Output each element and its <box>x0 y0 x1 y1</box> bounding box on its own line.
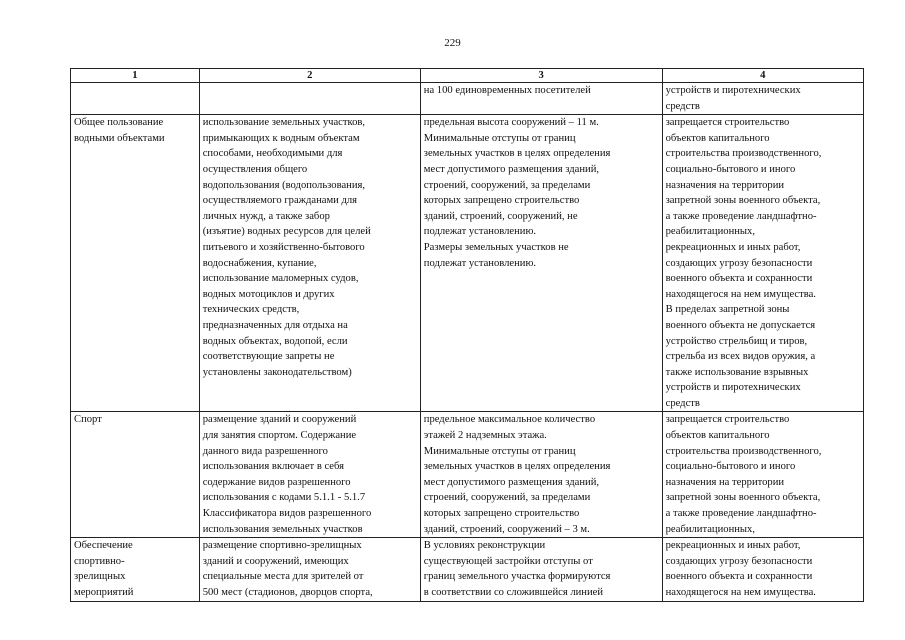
cell-text-line: питьевого и хозяйственно-бытового <box>202 241 365 253</box>
cell-text-line: строительства производственного, <box>665 445 822 457</box>
cell-text-line: а также проведение ландшафтно- <box>665 508 817 520</box>
cell-text-line: водопользования (водопользования, <box>202 179 366 191</box>
cell-text-line: границ земельного участка формируются <box>423 571 611 583</box>
cell-text-line: средств <box>665 100 700 112</box>
cell-text-line: личных нужд, а также забор <box>202 210 330 222</box>
cell-text-line: Общее пользование <box>74 117 164 129</box>
cell-text-line: стрельба из всех видов оружия, а <box>665 351 816 363</box>
cell-text-line: водными объектами <box>74 132 165 144</box>
cell-text-line: мероприятий <box>74 587 134 598</box>
cell-text-line: устройств и пиротехнических <box>665 85 801 96</box>
cell-text-line: строений, сооружений, за пределами <box>423 492 591 504</box>
cell-text-line: предельная высота сооружений – 11 м. <box>423 117 599 129</box>
cell-text-line: соответствующие запреты не <box>202 351 335 363</box>
table-row <box>71 115 864 412</box>
cell-text-line: рекреационных и иных работ, <box>665 540 801 552</box>
cell-text-line: этажей 2 надземных этажа. <box>423 430 547 442</box>
page-number: 229 <box>444 37 461 49</box>
table-cell-col-3 <box>420 538 662 601</box>
table-cell-col-4 <box>662 412 863 538</box>
cell-text-line: мест допустимого размещения зданий, <box>423 476 600 488</box>
header-cell-3: 3 <box>420 69 662 83</box>
cell-text-line: военного объекта не допускается <box>665 319 816 331</box>
cell-text-line: земельных участков в целях определения <box>423 148 611 160</box>
cell-text-line: водных мотоциклов и других <box>202 288 335 300</box>
cell-text-line: объектов капитального <box>665 430 770 442</box>
cell-text-line: водоснабжения, купание, <box>202 257 317 269</box>
cell-text-line: для занятия спортом. Содержание <box>202 430 357 442</box>
cell-text-line: способами, необходимыми для <box>202 148 343 160</box>
cell-text-line: размещение спортивно-зрелищных <box>202 540 362 552</box>
cell-text-line: подлежат установлению. <box>423 257 537 269</box>
cell-text-line: использование земельных участков, <box>202 117 366 129</box>
cell-text-line: мест допустимого размещения зданий, <box>423 163 600 175</box>
cell-text-line: использования включает в себя <box>202 461 345 473</box>
table-cell-col-3 <box>420 412 662 538</box>
cell-text-line: осуществляемого гражданами для <box>202 195 358 207</box>
cell-text-line: военного объекта и сохранности <box>665 571 813 583</box>
cell-text-line: предельное максимальное количество <box>423 414 596 426</box>
cell-text-line: реабилитационных, <box>665 226 755 238</box>
cell-text-line: подлежат установлению. <box>423 226 537 238</box>
cell-text-line: зданий и сооружений, имеющих <box>202 555 349 567</box>
cell-text-line: назначения на территории <box>665 179 785 191</box>
cell-text-line: содержание видов разрешенного <box>202 476 351 488</box>
cell-text-line: предназначенных для отдыха на <box>202 319 348 331</box>
cell-text-line: размещение зданий и сооружений <box>202 414 357 426</box>
cell-text-line: В условиях реконструкции <box>423 540 546 552</box>
cell-text-line: Минимальные отступы от границ <box>423 445 576 457</box>
cell-text-line: социально-бытового и иного <box>665 461 796 473</box>
cell-text-line: технических средств, <box>202 304 300 316</box>
cell-text-line: устройство стрельбищ и тиров, <box>665 335 808 347</box>
table-cell-col-1 <box>71 115 200 412</box>
cell-text-line: социально-бытового и иного <box>665 163 796 175</box>
table-cell-col-2 <box>199 115 420 412</box>
table-row <box>71 538 864 601</box>
cell-text-line: запрещается строительство <box>665 414 790 426</box>
cell-text-line: создающих угрозу безопасности <box>665 555 813 567</box>
cell-text-line: Размеры земельных участков не <box>423 241 569 253</box>
cell-text-line: строительства производственного, <box>665 148 822 160</box>
cell-text-line: которых запрещено строительство <box>423 508 580 520</box>
table-cell-col-2 <box>199 412 420 538</box>
cell-text-line: спортивно- <box>74 555 125 567</box>
cell-text-line: запретной зоны военного объекта, <box>665 492 821 504</box>
table-cell-col-4 <box>662 538 863 601</box>
table-cell-col-4 <box>662 115 863 412</box>
table-cell-col-3 <box>420 115 662 412</box>
cell-text-line: объектов капитального <box>665 132 770 144</box>
cell-text-line: средств <box>665 397 700 409</box>
cell-text-line: Спорт <box>74 414 102 426</box>
cell-text-line: создающих угрозу безопасности <box>665 257 813 269</box>
cell-text-line: земельных участков в целях определения <box>423 461 611 473</box>
cell-text-line: также использование взрывных <box>665 366 809 378</box>
table-cell-col-1 <box>71 538 200 601</box>
header-cell-2: 2 <box>199 69 420 83</box>
cell-text-line: строений, сооружений, за пределами <box>423 179 591 191</box>
cell-text-line: водных объектах, водопой, если <box>202 335 348 347</box>
table-cell-col-3 <box>420 83 662 115</box>
cell-text-line: которых запрещено строительство <box>423 195 580 207</box>
table-cell-col-1 <box>71 83 200 115</box>
cell-text-line: реабилитационных, <box>665 523 755 535</box>
cell-text-line: данного вида разрешенного <box>202 445 328 457</box>
cell-text-line: установлены законодательством) <box>202 366 352 378</box>
cell-text-line: а также проведение ландшафтно- <box>665 210 817 222</box>
cell-text-line: запрещается строительство <box>665 117 790 129</box>
table-row <box>71 412 864 538</box>
cell-text-line: рекреационных и иных работ, <box>665 241 801 253</box>
cell-text-line: зданий, строений, сооружений, не <box>423 210 578 222</box>
cell-text-line: запретной зоны военного объекта, <box>665 195 821 207</box>
cell-text-line: устройств и пиротехнических <box>665 382 801 394</box>
cell-text-line: зданий, строений, сооружений – 3 м. <box>423 523 590 535</box>
cell-text-line: 500 мест (стадионов, дворцов спорта, <box>202 587 373 598</box>
cell-text-line: зрелищных <box>74 571 126 583</box>
cell-text-line: примыкающих к водным объектам <box>202 132 360 144</box>
table-cell-col-1 <box>71 412 200 538</box>
cell-text-line: находящегося на нем имущества. <box>665 288 816 300</box>
cell-text-line: назначения на территории <box>665 476 785 488</box>
table-cell-col-2 <box>199 83 420 115</box>
regulations-table <box>70 68 864 602</box>
table-row <box>71 83 864 115</box>
cell-text-line: использование маломерных судов, <box>202 273 359 285</box>
cell-text-line: военного объекта и сохранности <box>665 273 813 285</box>
cell-text-line: специальные места для зрителей от <box>202 571 364 583</box>
cell-text-line: Классификатора видов разрешенного <box>202 508 372 520</box>
cell-text-line: (изъятие) водных ресурсов для целей <box>202 226 371 238</box>
cell-text-line: на 100 единовременных посетителей <box>423 85 591 96</box>
cell-text-line: использования земельных участков <box>202 523 363 535</box>
cell-text-line: осуществления общего <box>202 163 308 175</box>
cell-text-line: Обеспечение <box>74 540 133 552</box>
header-cell-1: 1 <box>71 69 200 83</box>
cell-text-line: находящегося на нем имущества. <box>665 587 816 598</box>
cell-text-line: существующей застройки отступы от <box>423 555 593 567</box>
cell-text-line: В пределах запретной зоны <box>665 304 790 316</box>
cell-text-line: Минимальные отступы от границ <box>423 132 576 144</box>
cell-text-line: использования с кодами 5.1.1 - 5.1.7 <box>202 492 366 504</box>
table-cell-col-2 <box>199 538 420 601</box>
table-header-row <box>71 69 864 83</box>
table-cell-col-4 <box>662 83 863 115</box>
header-cell-4: 4 <box>662 69 863 83</box>
cell-text-line: в соответствии со сложившейся линией <box>423 587 604 598</box>
